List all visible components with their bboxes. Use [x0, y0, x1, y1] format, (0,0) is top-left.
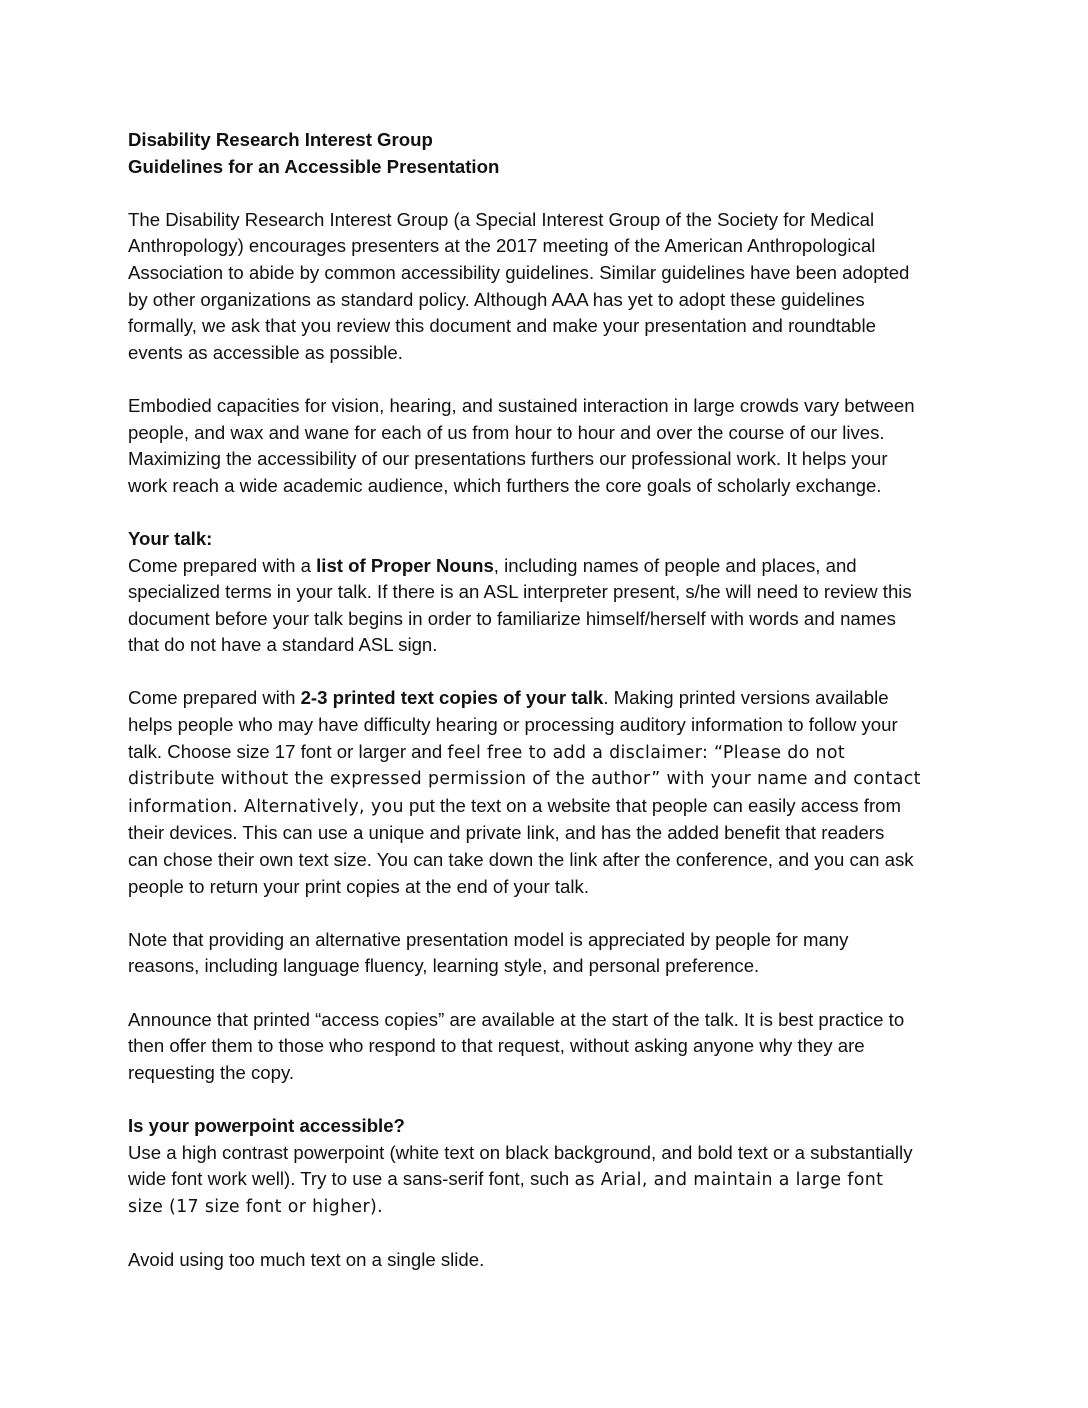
printed-copies-line: people to return your print copies at the end of your talk. [128, 875, 589, 897]
access-copies-line: Announce that printed “access copies” are available at the start of the talk. It is best practice to [128, 1008, 905, 1030]
avoid-text-line: Avoid using too much text on a single slide. [128, 1248, 485, 1270]
intro-paragraph [128, 207, 968, 367]
printed-copies-paragraph [128, 685, 968, 900]
access-copies-line: then offer them to those who respond to that request, without asking anyone why they are [128, 1035, 865, 1057]
proper-nouns-post: , including names of people and places, and [493, 554, 857, 576]
powerpoint-line: Use a high contrast powerpoint (white text on black background, and bold text or a substantially [128, 1141, 913, 1163]
proper-nouns-line: specialized terms in your talk. If there is an ASL interpreter present, s/he will need to review this [128, 581, 912, 603]
intro-line: Association to abide by common accessibility guidelines. Similar guidelines have been adopted [128, 261, 910, 283]
embodied-line: Maximizing the accessibility of our presentations furthers our professional work. It helps your [128, 448, 888, 470]
embodied-line: work reach a wide academic audience, which furthers the core goals of scholarly exchange. [128, 474, 882, 496]
printed-copies-line [128, 793, 968, 821]
printed-copies-bold: 2-3 printed text copies of your talk [300, 687, 604, 709]
printed-copies-line5a: information. Alternatively, you [128, 796, 404, 817]
proper-nouns-line: document before your talk begins in order to familiarize himself/herself with words and names [128, 607, 896, 629]
powerpoint-line: size (17 size font or higher). [128, 1196, 383, 1217]
powerpoint-heading: Is your powerpoint accessible? [128, 1114, 405, 1136]
your-talk-heading: Your talk: [128, 527, 213, 549]
powerpoint-line2b: as Arial, and maintain a large font [574, 1170, 884, 1191]
proper-nouns-line [128, 553, 968, 580]
printed-copies-line: can chose their own text size. You can take down the link after the conference, and you can ask [128, 849, 914, 871]
intro-line: formally, we ask that you review this document and make your presentation and roundtable [128, 315, 876, 337]
proper-nouns-pre: Come prepared with a [128, 554, 317, 576]
intro-line: by other organizations as standard policy. Although AAA has yet to adopt these guidelines [128, 288, 865, 310]
document-header [128, 127, 968, 180]
header-subtitle: Guidelines for an Accessible Presentation [128, 155, 500, 177]
proper-nouns-paragraph [128, 526, 968, 659]
printed-copies-post: . Making printed versions available [603, 687, 889, 709]
printed-copies-line: their devices. This can use a unique and private link, and has the added benefit that readers [128, 822, 885, 844]
embodied-line: people, and wax and wane for each of us from hour to hour and over the course of our lives. [128, 421, 885, 443]
intro-line: The Disability Research Interest Group (a Special Interest Group of the Society for Medical [128, 208, 875, 230]
powerpoint-line2a: wide font work well). Try to use a sans-serif font, such [128, 1168, 575, 1190]
powerpoint-line [128, 1166, 968, 1194]
printed-copies-line3b: feel free to add a disclaimer: “Please do not [447, 742, 846, 763]
intro-line: Anthropology) encourages presenters at the 2017 meeting of the American Anthropological [128, 235, 876, 257]
printed-copies-line [128, 685, 968, 712]
proper-nouns-bold: list of Proper Nouns [316, 554, 494, 576]
printed-copies-line5b: put the text on a website that people can easily access from [403, 794, 901, 816]
access-copies-line: requesting the copy. [128, 1061, 295, 1083]
header-title: Disability Research Interest Group [128, 129, 433, 150]
printed-copies-line [128, 739, 968, 767]
intro-line: events as accessible as possible. [128, 341, 403, 363]
alternative-model-line: reasons, including language fluency, learning style, and personal preference. [128, 955, 760, 977]
proper-nouns-line: that do not have a standard ASL sign. [128, 634, 438, 656]
printed-copies-pre: Come prepared with [128, 687, 301, 709]
alternative-model-paragraph [128, 927, 968, 980]
avoid-text-paragraph [128, 1247, 968, 1274]
access-copies-paragraph [128, 1007, 968, 1087]
document-page [128, 127, 968, 1300]
printed-copies-line: helps people who may have difficulty hearing or processing auditory information to follow your [128, 714, 898, 736]
printed-copies-line: distribute without the expressed permission of the author” with your name and contact [128, 769, 921, 790]
embodied-line: Embodied capacities for vision, hearing, and sustained interaction in large crowds vary between [128, 394, 915, 416]
alternative-model-line: Note that providing an alternative presentation model is appreciated by people for many [128, 928, 849, 950]
embodied-paragraph [128, 393, 968, 499]
printed-copies-line3a: talk. Choose size 17 font or larger and [128, 740, 448, 762]
powerpoint-paragraph [128, 1113, 968, 1220]
